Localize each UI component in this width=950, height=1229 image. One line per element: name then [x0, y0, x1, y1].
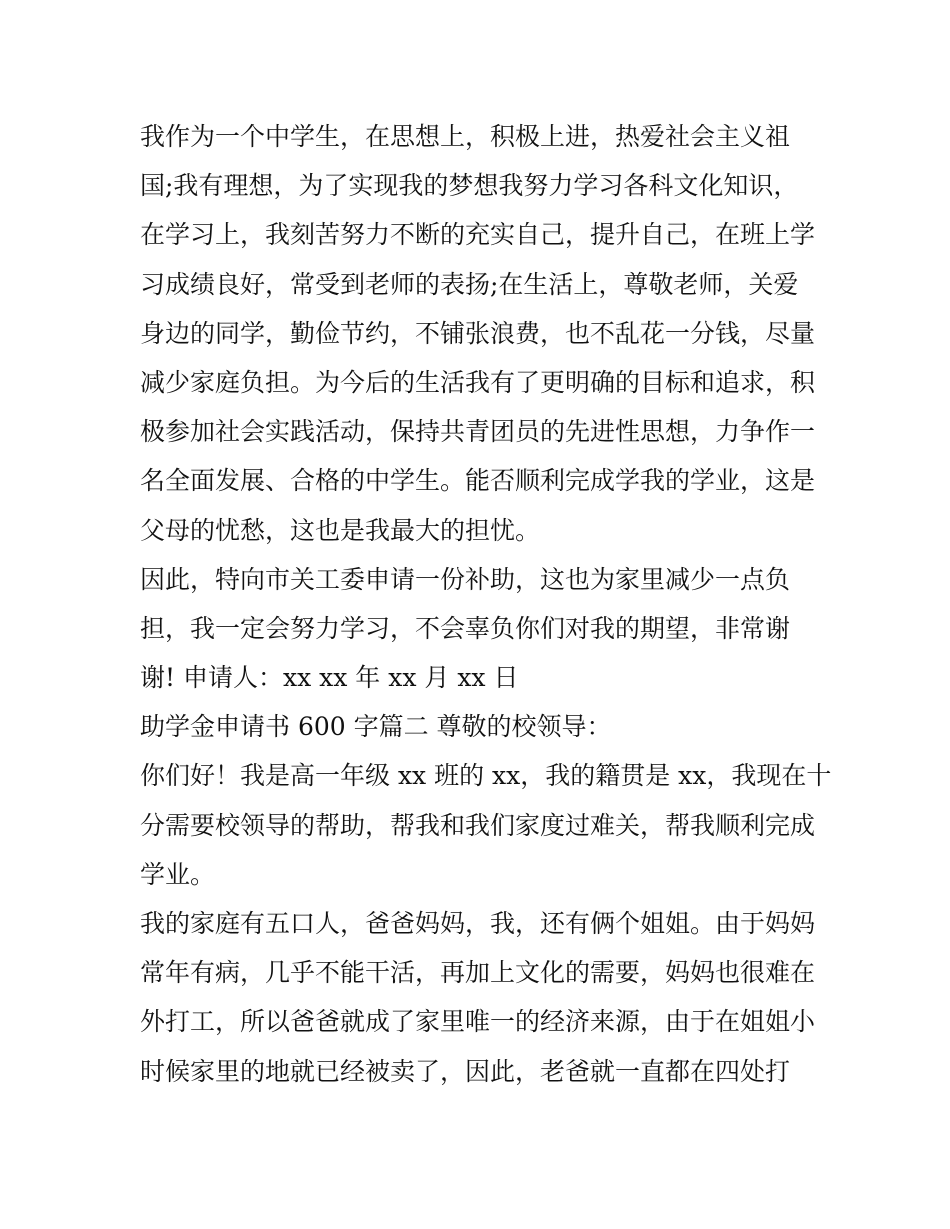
text-line: 外打工，所以爸爸就成了家里唯一的经济来源，由于在姐姐小: [140, 1007, 816, 1037]
text-line: 因此，特向市关工委申请一份补助，这也为家里减少一点负: [140, 564, 791, 594]
text-line: 学业。: [140, 859, 216, 889]
text-line: 常年有病，几乎不能干活，再加上文化的需要，妈妈也很难在: [140, 958, 816, 988]
text-line: 身边的同学，勤俭节约，不铺张浪费，也不乱花一分钱，尽量: [140, 318, 816, 348]
text-line: 极参加社会实践活动，保持共青团员的先进性思想，力争作一: [140, 417, 816, 447]
text-line: 我的家庭有五口人，爸爸妈妈，我，还有俩个姐姐。由于妈妈: [140, 909, 816, 938]
body-text: [140, 112, 832, 1096]
text-line: 习成绩良好，常受到老师的表扬;在生活上，尊敬老师，关爱: [140, 269, 799, 299]
text-line: 你们好！我是高一年级 xx 班的 xx，我的籍贯是 xx，我现在十: [140, 761, 832, 791]
text-line: 担，我一定会努力学习，不会辜负你们对我的期望，非常谢: [140, 613, 791, 643]
text-line: 在学习上，我刻苦努力不断的充实自己，提升自己，在班上学: [140, 220, 816, 250]
text-line: 时候家里的地就已经被卖了，因此，老爸就一直都在四处打: [140, 1056, 791, 1086]
text-line: 名全面发展、合格的中学生。能否顺利完成学我的学业，这是: [140, 466, 816, 496]
text-line: 父母的忧愁，这也是我最大的担忧。: [140, 515, 541, 545]
text-line: 减少家庭负担。为今后的生活我有了更明确的目标和追求，积: [140, 367, 816, 397]
text-line: 国;我有理想，为了实现我的梦想我努力学习各科文化知识，: [140, 171, 799, 201]
text-line: 我作为一个中学生，在思想上，积极上进，热爱社会主义祖: [140, 122, 791, 151]
section-heading: 助学金申请书 600 字篇二 尊敬的校领导：: [140, 712, 612, 742]
text-line: 谢! 申请人：xx xx 年 xx 月 xx 日: [140, 663, 519, 693]
text-line: 分需要校领导的帮助，帮我和我们家度过难关，帮我顺利完成: [140, 810, 816, 840]
